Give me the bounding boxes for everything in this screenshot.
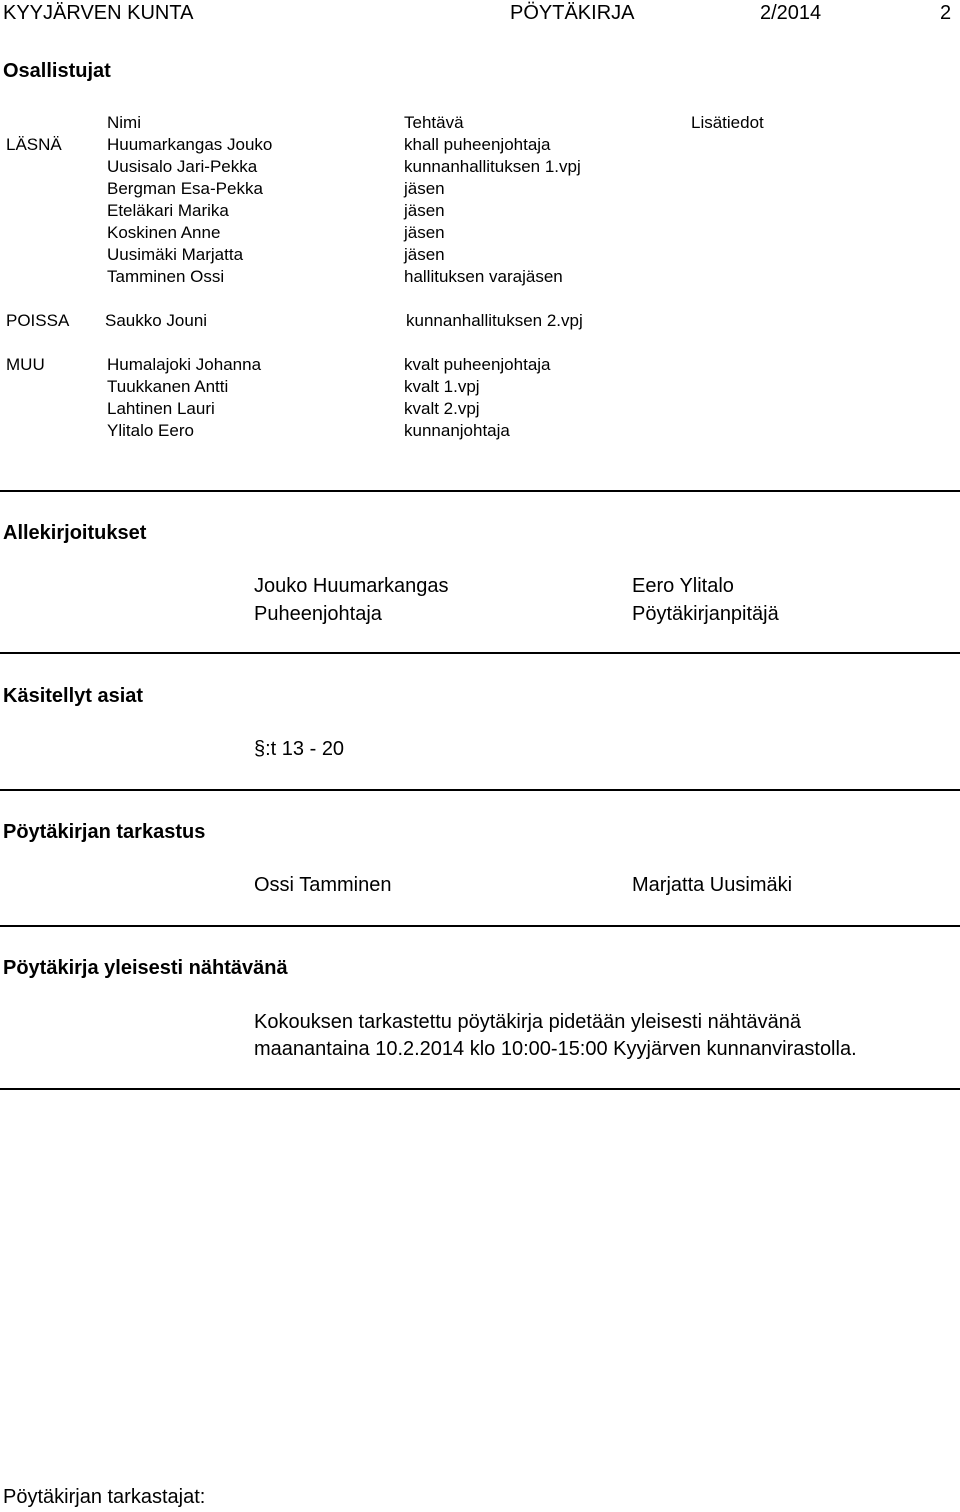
header-org: KYYJÄRVEN KUNTA [3,2,194,24]
participant-role: kvalt 1.vpj [404,377,480,396]
participant-name: Humalajoki Johanna [107,355,262,374]
public-text-line: Kokouksen tarkastettu pöytäkirja pidetään yleisesti nähtävänä [254,1011,802,1033]
column-header-info: Lisätiedot [691,113,764,132]
column-header-role: Tehtävä [404,113,464,132]
participant-role: hallituksen varajäsen [404,267,563,286]
public-text-line: maanantaina 10.2.2014 klo 10:00-15:00 Kyyjärven kunnanvirastolla. [254,1038,857,1060]
header-doc-type: PÖYTÄKIRJA [510,2,635,24]
signatures-title: Allekirjoitukset [3,522,147,544]
participant-name: Huumarkangas Jouko [107,135,273,154]
header-page: 2 [940,2,952,24]
divider [0,490,960,492]
reviewer-name: Marjatta Uusimäki [632,874,793,896]
header-number: 2/2014 [760,2,822,24]
other-label: MUU [6,355,45,374]
participant-name: Tamminen Ossi [107,267,225,286]
participant-role: kunnanhallituksen 2.vpj [406,311,583,330]
secretary-name: Eero Ylitalo [632,575,734,597]
participant-name: Eteläkari Marika [107,201,229,220]
divider [0,1088,960,1090]
column-header-name: Nimi [107,113,141,132]
participant-role: kvalt puheenjohtaja [404,355,551,374]
participant-name: Uusimäki Marjatta [107,245,244,264]
participant-role: jäsen [404,245,445,264]
participant-name: Saukko Jouni [105,311,208,330]
participant-role: khall puheenjohtaja [404,135,551,154]
participants-title: Osallistujat [3,60,111,82]
absent-label: POISSA [6,311,70,330]
handled-items: §:t 13 - 20 [254,738,345,760]
review-title: Pöytäkirjan tarkastus [3,821,206,843]
participant-name: Uusisalo Jari-Pekka [107,157,258,176]
participant-name: Bergman Esa-Pekka [107,179,263,198]
participant-role: kunnanjohtaja [404,421,510,440]
present-label: LÄSNÄ [6,135,62,154]
participant-role: jäsen [404,179,445,198]
reviewer-name: Ossi Tamminen [254,874,392,896]
divider [0,789,960,791]
secretary-title: Pöytäkirjanpitäjä [632,603,779,625]
public-title: Pöytäkirja yleisesti nähtävänä [3,957,288,979]
participant-name: Ylitalo Eero [107,421,194,440]
participant-role: kunnanhallituksen 1.vpj [404,157,581,176]
handled-title: Käsitellyt asiat [3,685,144,707]
participant-name: Tuukkanen Antti [107,377,229,396]
participant-name: Koskinen Anne [107,223,221,242]
participant-role: jäsen [404,223,445,242]
divider [0,925,960,927]
reviewers-label: Pöytäkirjan tarkastajat: [3,1486,206,1508]
chair-name: Jouko Huumarkangas [254,575,449,597]
participant-role: jäsen [404,201,445,220]
participant-name: Lahtinen Lauri [107,399,215,418]
chair-title: Puheenjohtaja [254,603,382,625]
divider [0,652,960,654]
participant-role: kvalt 2.vpj [404,399,480,418]
